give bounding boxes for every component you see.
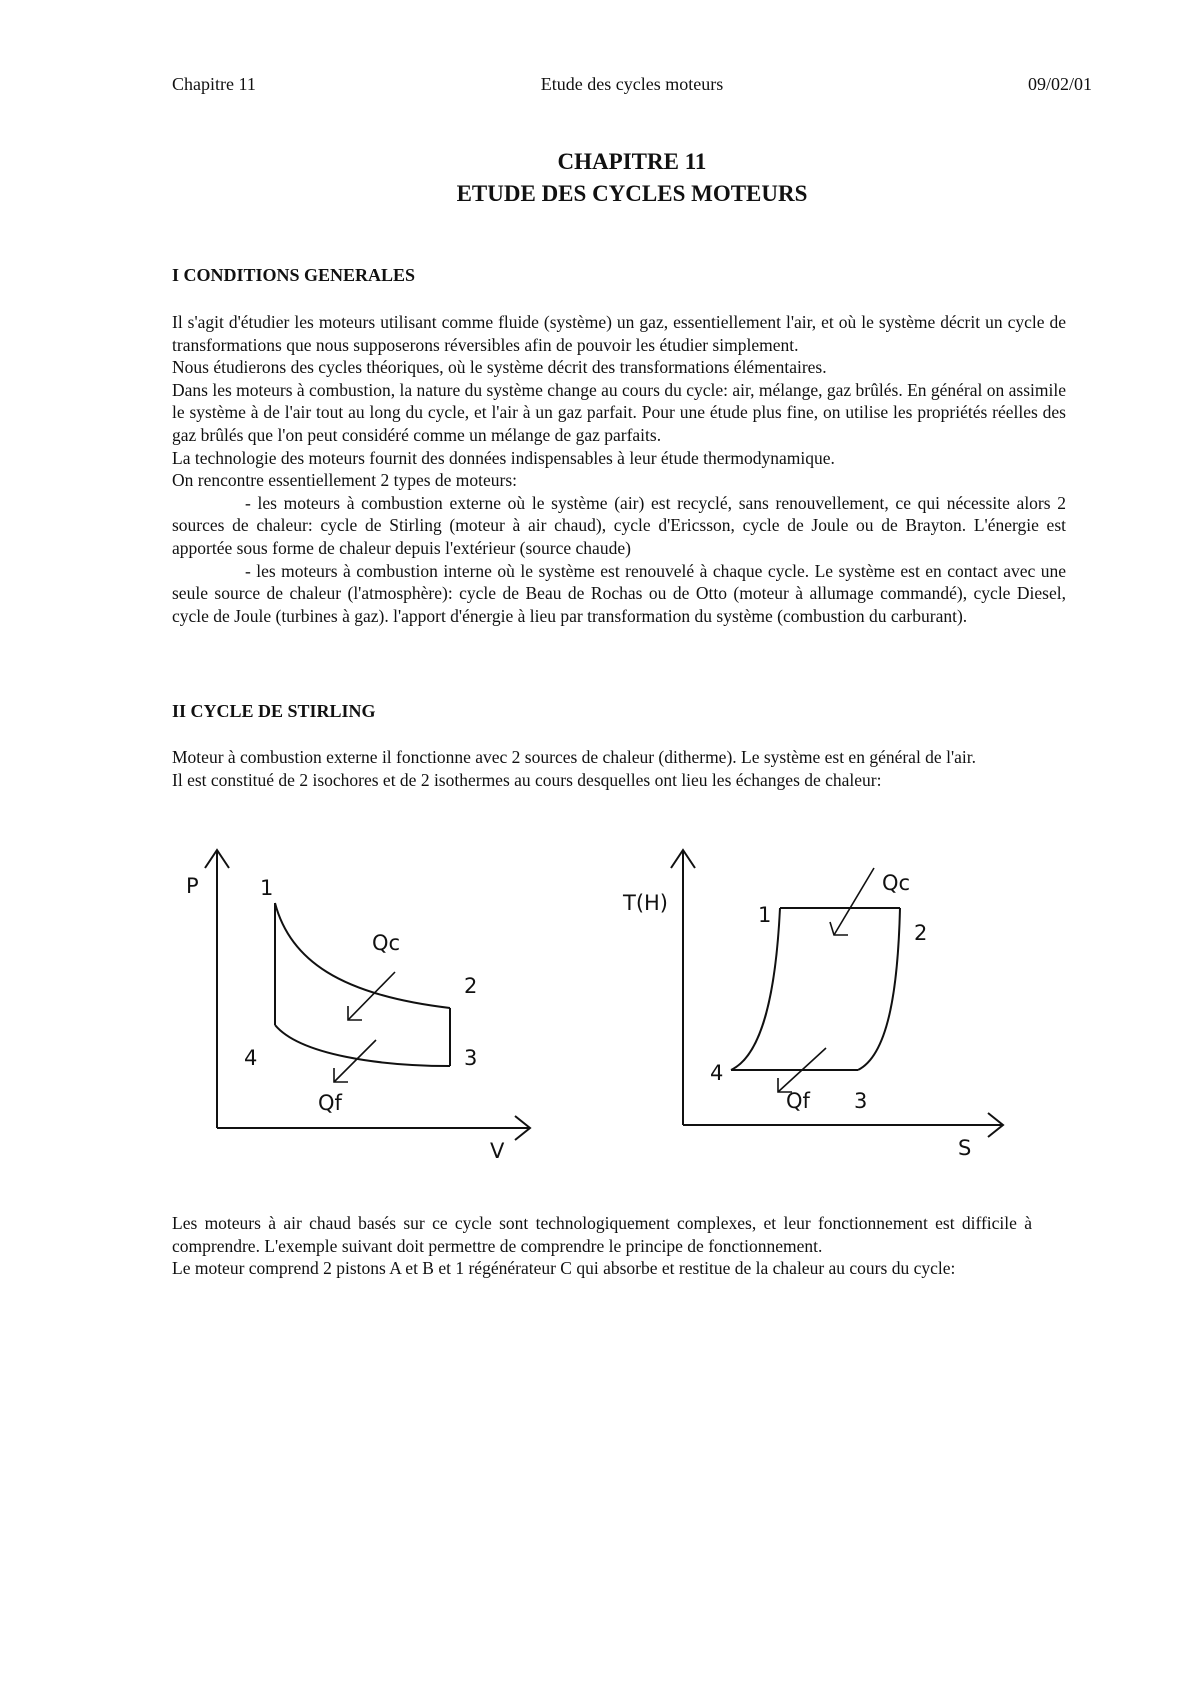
paragraph: Il s'agit d'étudier les moteurs utilisant comme fluide (système) un gaz, essentiellement l'air, et où le système décrit un cycle de transformations que nous supposerons réversibles afin de pouvoir les étudier simplement.: [172, 312, 1066, 355]
section-heading-stirling: II CYCLE DE STIRLING: [172, 701, 376, 721]
ts-heat-in-label: Qc: [882, 871, 911, 895]
list-item-external-combustion: - les moteurs à combustion externe où le système (air) est recyclé, sans renouvellement, ce qui nécessite alors 2 sources de chaleur: cycle de Stirling (moteur à air chaud), cycle d'Ericsson, cycle de Joule ou de Brayton. L'énergie est apportée sous forme de chaleur depuis l'extérieur (source chaude): [172, 492, 1066, 558]
pv-y-axis-label: P: [186, 874, 199, 898]
ts-diagram: [618, 840, 1018, 1170]
pv-heat-in-label: Qc: [372, 931, 401, 955]
chapter-name: ETUDE DES CYCLES MOTEURS: [456, 181, 808, 206]
pv-point-2: 2: [464, 974, 478, 998]
closing-body: [172, 1212, 1032, 1280]
chapter-title: [172, 146, 1092, 210]
ts-isochore-4-1: [731, 908, 780, 1070]
ts-y-axis-label: T(H): [623, 891, 669, 915]
paragraph: On rencontre essentiellement 2 types de moteurs:: [172, 470, 518, 491]
header-date: 09/02/01: [1027, 74, 1092, 94]
ts-x-axis-label: S: [958, 1136, 972, 1160]
page-header: [172, 73, 1092, 97]
ts-point-3: 3: [854, 1089, 868, 1113]
pv-x-axis-label: V: [490, 1139, 505, 1163]
header-chapter: Chapitre 11: [172, 74, 256, 94]
chapter-number: CHAPITRE 11: [557, 149, 707, 174]
ts-point-1: 1: [758, 903, 772, 927]
ts-point-4: 4: [710, 1061, 724, 1085]
ts-isochore-2-3: [858, 908, 900, 1070]
pv-point-4: 4: [244, 1046, 258, 1070]
section-heading-conditions: I CONDITIONS GENERALES: [172, 265, 416, 285]
paragraph: Moteur à combustion externe il fonctionne avec 2 sources de chaleur (ditherme). Le système est en général de l'air.: [172, 747, 976, 767]
header-topic: Etude des cycles moteurs: [540, 74, 724, 94]
ts-qc-arrow-shaft: [834, 868, 874, 935]
paragraph: Les moteurs à air chaud basés sur ce cycle sont technologiquement complexes, et leur fonctionnement est difficile à comprendre. L'exemple suivant doit permettre de comprendre le principe de fonctionnement.: [172, 1213, 1032, 1256]
paragraph: Le moteur comprend 2 pistons A et B et 1 régénérateur C qui absorbe et restitue de la chaleur au cours du cycle:: [172, 1258, 956, 1279]
pv-axes: [205, 850, 530, 1140]
pv-point-1: 1: [260, 876, 274, 900]
paragraph: Il est constitué de 2 isochores et de 2 isothermes au cours desquelles ont lieu les échanges de chaleur:: [172, 769, 882, 790]
ts-point-2: 2: [914, 921, 928, 945]
paragraph: La technologie des moteurs fournit des données indispensables à leur étude thermodynamique.: [172, 447, 835, 468]
pv-cold-isotherm: [275, 1025, 450, 1066]
pv-point-3: 3: [464, 1046, 478, 1070]
section-conditions-body: [172, 311, 1066, 627]
list-item-internal-combustion: - les moteurs à combustion interne où le système est renouvelé à chaque cycle. Le système est en contact avec une seule source de chaleur (l'atmosphère): cycle de Beau de Rochas ou de Otto (moteur à allumage commandé), cycle Diesel, cycle de Joule (turbines à gaz). l'apport d'énergie à lieu par transformation du système (combustion du carburant).: [172, 560, 1066, 626]
ts-axes: [671, 850, 1003, 1137]
ts-qc-arrow-head: [830, 922, 848, 935]
ts-heat-out-label: Qf: [786, 1089, 810, 1113]
section-stirling-body: [172, 746, 1066, 791]
paragraph: Dans les moteurs à combustion, la nature du système change au cours du cycle: air, mélange, gaz brûlés. En général on assimile le système à de l'air tout au long du cycle, et l'air à un gaz parfait. Pour une étude plus fine, on utilise les propriétés réelles des gaz brûlés que l'on peut considéré comme un mélange de gaz parfaits.: [172, 379, 1066, 445]
pv-diagram: [180, 840, 540, 1170]
pv-hot-isotherm: [275, 903, 450, 1008]
paragraph: Nous étudierons des cycles théoriques, où le système décrit des transformations élémentaires.: [172, 357, 827, 378]
pv-heat-out-label: Qf: [318, 1091, 342, 1115]
